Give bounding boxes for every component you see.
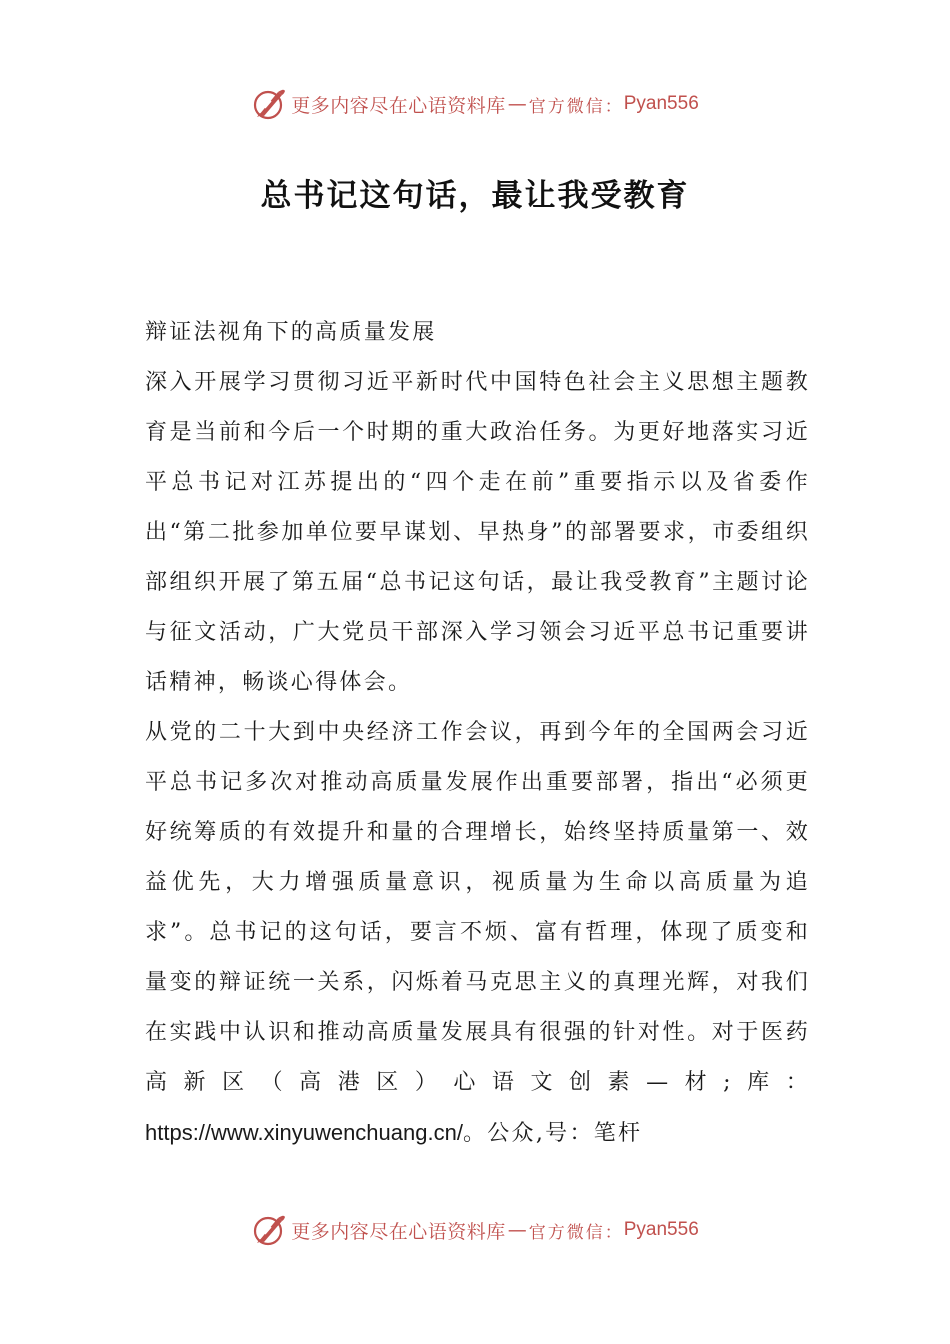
banner-wechat-label: 官方微信：	[528, 1222, 624, 1243]
banner-wechat-label: 官方微信：	[528, 96, 624, 117]
footer-banner	[0, 1208, 950, 1252]
banner-dash: —	[507, 1219, 527, 1241]
body-paragraph-1: 深入开展学习贯彻习近平新时代中国特色社会主义思想主题教育是当前和今后一个时期的重大政治任务。为更好地落实习近平总书记对江苏提出的“四个走在前”重要指示以及省委作出“第二批参加单位要早谋划、早热身”的部署要求，市委组织部组织开展了第五届“总书记这句话，最让我受教育”主题讨论与征文活动，广大党员干部深入学习领会习近平总书记重要讲话精神，畅谈心得体会。	[145, 370, 810, 695]
quill-logo-icon	[251, 1212, 287, 1248]
document-title: 总书记这句话，最让我受教育	[260, 178, 690, 214]
banner-wechat-id: Pyan556	[623, 1219, 699, 1240]
banner-slogan: 更多内容尽在心语资料库	[291, 1220, 506, 1243]
banner-wechat-id: Pyan556	[623, 93, 699, 114]
quill-logo-icon	[251, 86, 287, 122]
document-body	[145, 308, 810, 1159]
body-paragraph-2-tail-suffix: 。公众,号：笔杆	[462, 1121, 643, 1146]
banner-slogan: 更多内容尽在心语资料库	[291, 94, 506, 117]
header-banner	[0, 82, 950, 126]
banner-dash: —	[507, 93, 527, 115]
body-paragraph-2	[145, 708, 810, 1159]
document-subtitle: 辩证法视角下的高质量发展	[145, 320, 437, 345]
body-paragraph-2-tail-prefix: —材;库：	[646, 1070, 810, 1095]
body-paragraph-2-text: 从党的二十大到中央经济工作会议，再到今年的全国两会习近平总书记多次对推动高质量发展作出重要部署，指出“必须更好统筹质的有效提升和量的合理增长，始终坚持质量第一、效益优先，大力增强质量意识，视质量为生命以高质量为追求”。总书记的这句话，要言不烦、富有哲理，体现了质变和量变的辩证统一关系，闪烁着马克思主义的真理光辉，对我们在实践中认识和推动高质量发展具有很强的针对性。对于医药高新区（高港区）心语文创素	[145, 720, 810, 1095]
resource-url-link[interactable]: https://www.xinyuwenchuang.cn/	[145, 1120, 463, 1145]
